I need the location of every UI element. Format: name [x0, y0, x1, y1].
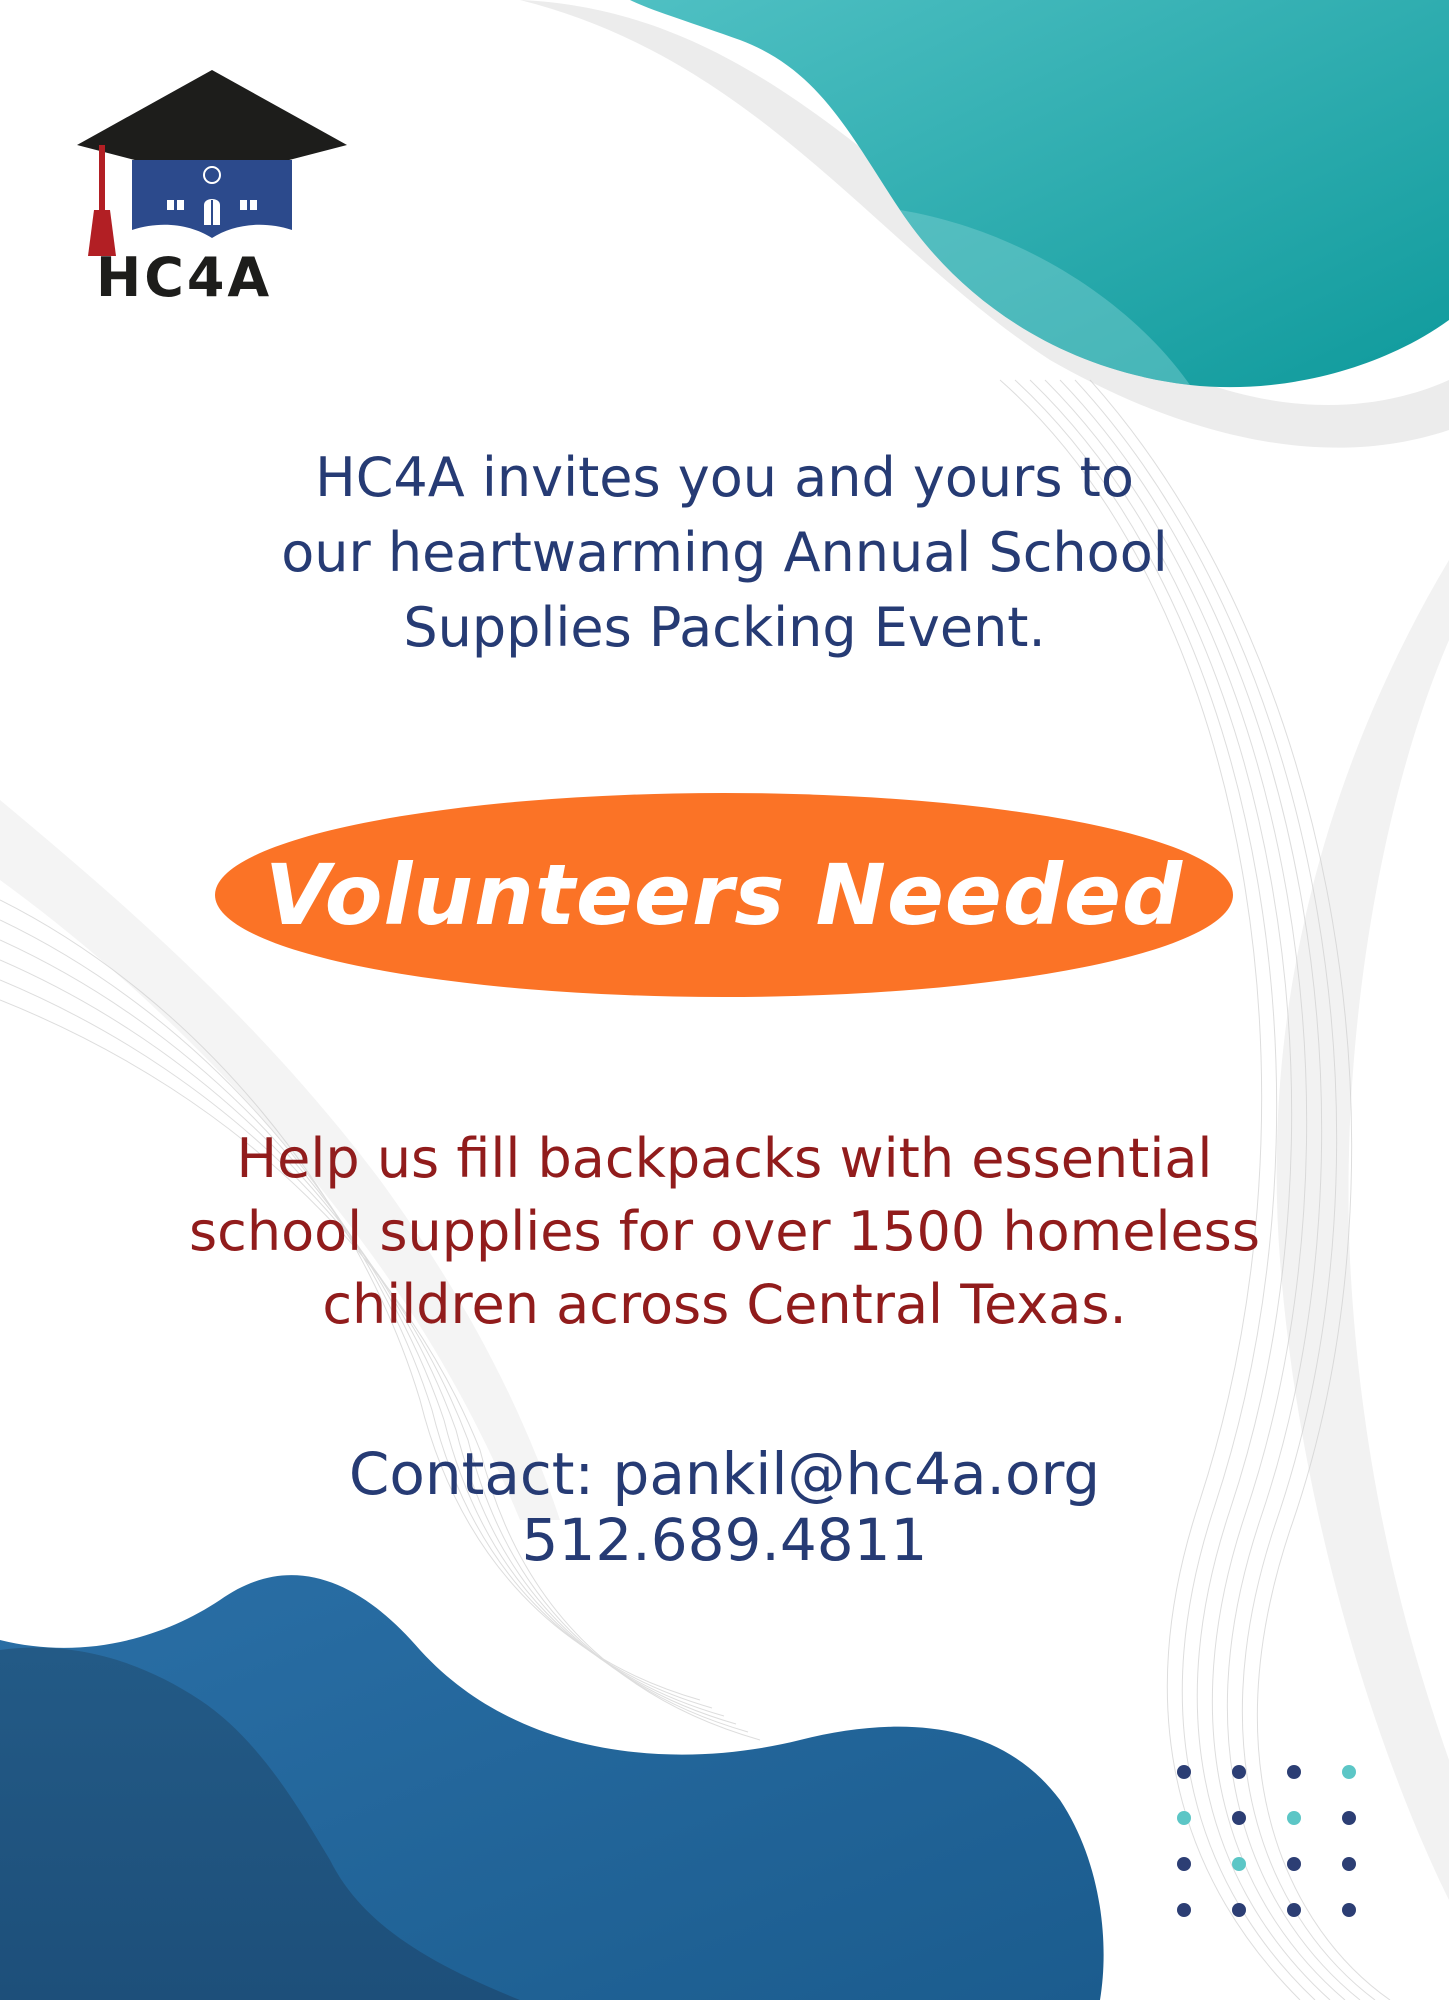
decor-dot [1287, 1903, 1301, 1917]
decor-dot [1287, 1811, 1301, 1825]
invitation-line: Supplies Packing Event. [403, 596, 1046, 659]
event-invitation [140, 440, 1309, 665]
invitation-line: our heartwarming Annual School [281, 521, 1168, 584]
decor-dot [1232, 1765, 1246, 1779]
appeal-text [100, 1122, 1349, 1341]
decor-dot [1342, 1811, 1356, 1825]
dot-grid-decoration [1170, 1760, 1370, 1930]
appeal-line: Help us fill backpacks with essential [236, 1127, 1213, 1190]
decor-dot [1287, 1765, 1301, 1779]
decor-dot [1177, 1811, 1191, 1825]
decor-dot [1287, 1857, 1301, 1871]
decor-dot [1177, 1765, 1191, 1779]
decor-dot [1232, 1811, 1246, 1825]
decor-dot [1342, 1765, 1356, 1779]
decor-dot [1342, 1903, 1356, 1917]
badge-label: Volunteers Needed [264, 846, 1184, 944]
decor-dot [1177, 1857, 1191, 1871]
appeal-line: school supplies for over 1500 homeless [189, 1200, 1260, 1263]
contact-email[interactable]: Contact: pankil@hc4a.org [348, 1440, 1101, 1508]
decor-dot [1232, 1857, 1246, 1871]
contact-phone[interactable]: 512.689.4811 [521, 1506, 928, 1574]
decor-dot [1177, 1903, 1191, 1917]
volunteers-needed-badge [215, 793, 1233, 997]
invitation-line: HC4A invites you and yours to [315, 446, 1134, 509]
decor-dot [1342, 1857, 1356, 1871]
appeal-line: children across Central Texas. [322, 1273, 1127, 1336]
logo-wordmark: HC4A [96, 246, 273, 309]
contact-info [200, 1442, 1249, 1572]
decor-dot [1232, 1903, 1246, 1917]
